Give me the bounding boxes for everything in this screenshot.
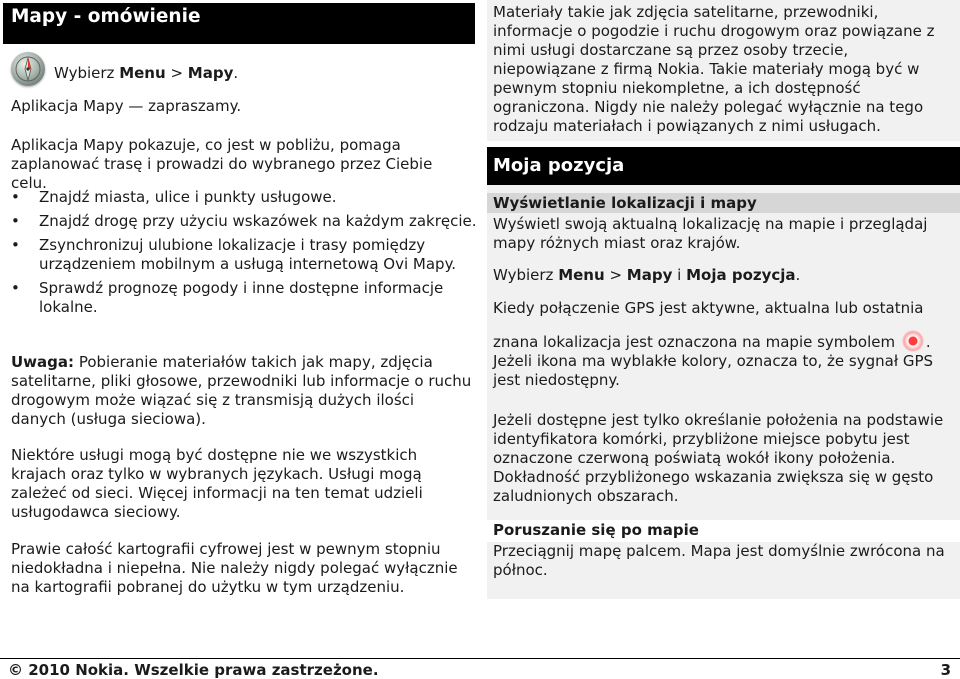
- section-title: Moja pozycja: [487, 147, 960, 185]
- maps-app-icon: [11, 52, 45, 86]
- cell-id-paragraph: Jeżeli dostępne jest tylko określanie położenia na podstawie identyfikatora komórki, przybliżone miejsce pobytu jest oznaczone czerwoną poświatą wokół ikony położenia. Dokładność przybliżonego wskazania zwiększa się w gęsto zaludnionych obszarach.: [493, 411, 944, 505]
- note-paragraph: [11, 353, 473, 429]
- gps-paragraph-cont: [493, 330, 954, 390]
- gps-line-2: znana lokalizacja jest oznaczona na mapie symbolem: [493, 333, 896, 351]
- menu-path-end: .: [233, 63, 239, 82]
- menu-path-prefix: Wybierz: [54, 63, 115, 82]
- page-title: Mapy - omówienie: [3, 3, 475, 44]
- welcome-text: Aplikacja Mapy — zapraszamy.: [11, 97, 242, 115]
- select-item-maps: Mapy: [626, 266, 673, 284]
- bullet-glyph: •: [11, 236, 20, 254]
- note-label: Uwaga:: [11, 353, 75, 371]
- gps-line-2-end: .: [925, 333, 931, 351]
- third-party-paragraph: Materiały takie jak zdjęcia satelitarne, przewodniki, informacje o pogodzie i ruchu drogowym oraz powiązane z nimi usługi dostarczane są przez osoby trzecie, niepowiązane z firmą Nokia. Takie materiały mogą być w pewnym stopniu niekompletne, a ich dostępność ograniczona. Nigdy nie należy polegać wyłącznie na tego rodzaju materiałach i powiązanych z nimi usługach.: [493, 3, 935, 135]
- select-sep: >: [609, 266, 623, 284]
- left-column: [3, 3, 475, 603]
- gps-line-1: Kiedy połączenie GPS jest aktywne, aktualna lub ostatnia: [493, 299, 924, 317]
- menu-path-menu: Menu: [119, 63, 166, 82]
- copyright-text: © 2010 Nokia. Wszelkie prawa zastrzeżone.: [8, 661, 379, 679]
- list-item: [11, 236, 477, 274]
- list-item: [11, 212, 477, 231]
- list-item-text: Zsynchronizuj ulubione lokalizacje i trasy pomiędzy urządzeniem mobilnym a usługą internetową Ovi Mapy.: [39, 236, 457, 273]
- subheading-navigation: Poruszanie się po mapie: [487, 520, 960, 542]
- select-end: .: [795, 266, 801, 284]
- gps-rest: Jeżeli ikona ma wyblakłe kolory, oznacza to, że sygnał GPS jest niedostępny.: [493, 352, 934, 389]
- third-party-panel: [487, 0, 960, 141]
- list-item: [11, 279, 477, 317]
- select-menu: Menu: [558, 266, 605, 284]
- bullet-glyph: •: [11, 188, 20, 206]
- right-column: [487, 0, 960, 579]
- select-instruction: [493, 266, 954, 285]
- accuracy-paragraph: Prawie całość kartografii cyfrowej jest w pewnym stopniu niedokładna i niepełna. Nie należy nigdy polegać wyłącznie na kartografii pobranej do użytku w tym urządzeniu.: [11, 540, 458, 596]
- list-item-text: Znajdź drogę przy użyciu wskazówek na każdym zakręcie.: [39, 212, 477, 230]
- list-item: [11, 188, 477, 207]
- section-body: [487, 185, 960, 599]
- select-prefix: Wybierz: [493, 266, 554, 284]
- intro-paragraph: Aplikacja Mapy pokazuje, co jest w pobliżu, pomaga zaplanować trasę i prowadzi do wybranego przez Ciebie celu.: [11, 136, 433, 192]
- feature-list: [11, 188, 477, 322]
- note-text: Pobieranie materiałów takich jak mapy, zdjęcia satelitarne, pliki głosowe, przewodniki lub informacje o ruchu drogowym może wiązać się z transmisją dużych ilości danych (usługa sieciowa).: [11, 353, 472, 428]
- menu-path-item: Mapy: [187, 63, 234, 82]
- subheading-location: Wyświetlanie lokalizacji i mapy: [487, 193, 960, 213]
- navigation-paragraph: Przeciągnij mapę palcem. Mapa jest domyślnie zwrócona na północ.: [493, 542, 945, 579]
- list-item-text: Sprawdź prognozę pogody i inne dostępne informacje lokalne.: [39, 279, 444, 316]
- location-paragraph: Wyświetl swoją aktualną lokalizację na mapie i przeglądaj mapy różnych miast oraz krajów.: [493, 215, 928, 252]
- bullet-glyph: •: [11, 212, 20, 230]
- bullet-glyph: •: [11, 279, 20, 297]
- select-and: i: [677, 266, 682, 284]
- services-paragraph: Niektóre usługi mogą być dostępne nie we wszystkich krajach oraz tylko w wybranych językach. Usługi mogą zależeć od sieci. Więcej informacji na ten temat udzieli usługodawca sieciowy.: [11, 446, 423, 521]
- gps-paragraph: [493, 299, 954, 318]
- gps-position-icon: [902, 330, 924, 352]
- list-item-text: Znajdź miasta, ulice i punkty usługowe.: [39, 188, 337, 206]
- select-item-position: Moja pozycja: [686, 266, 796, 284]
- menu-path-row: [11, 52, 238, 86]
- page-footer: [0, 658, 960, 679]
- my-position-section: [487, 147, 960, 599]
- menu-path-sep: >: [170, 63, 184, 82]
- page-number: 3: [940, 661, 951, 679]
